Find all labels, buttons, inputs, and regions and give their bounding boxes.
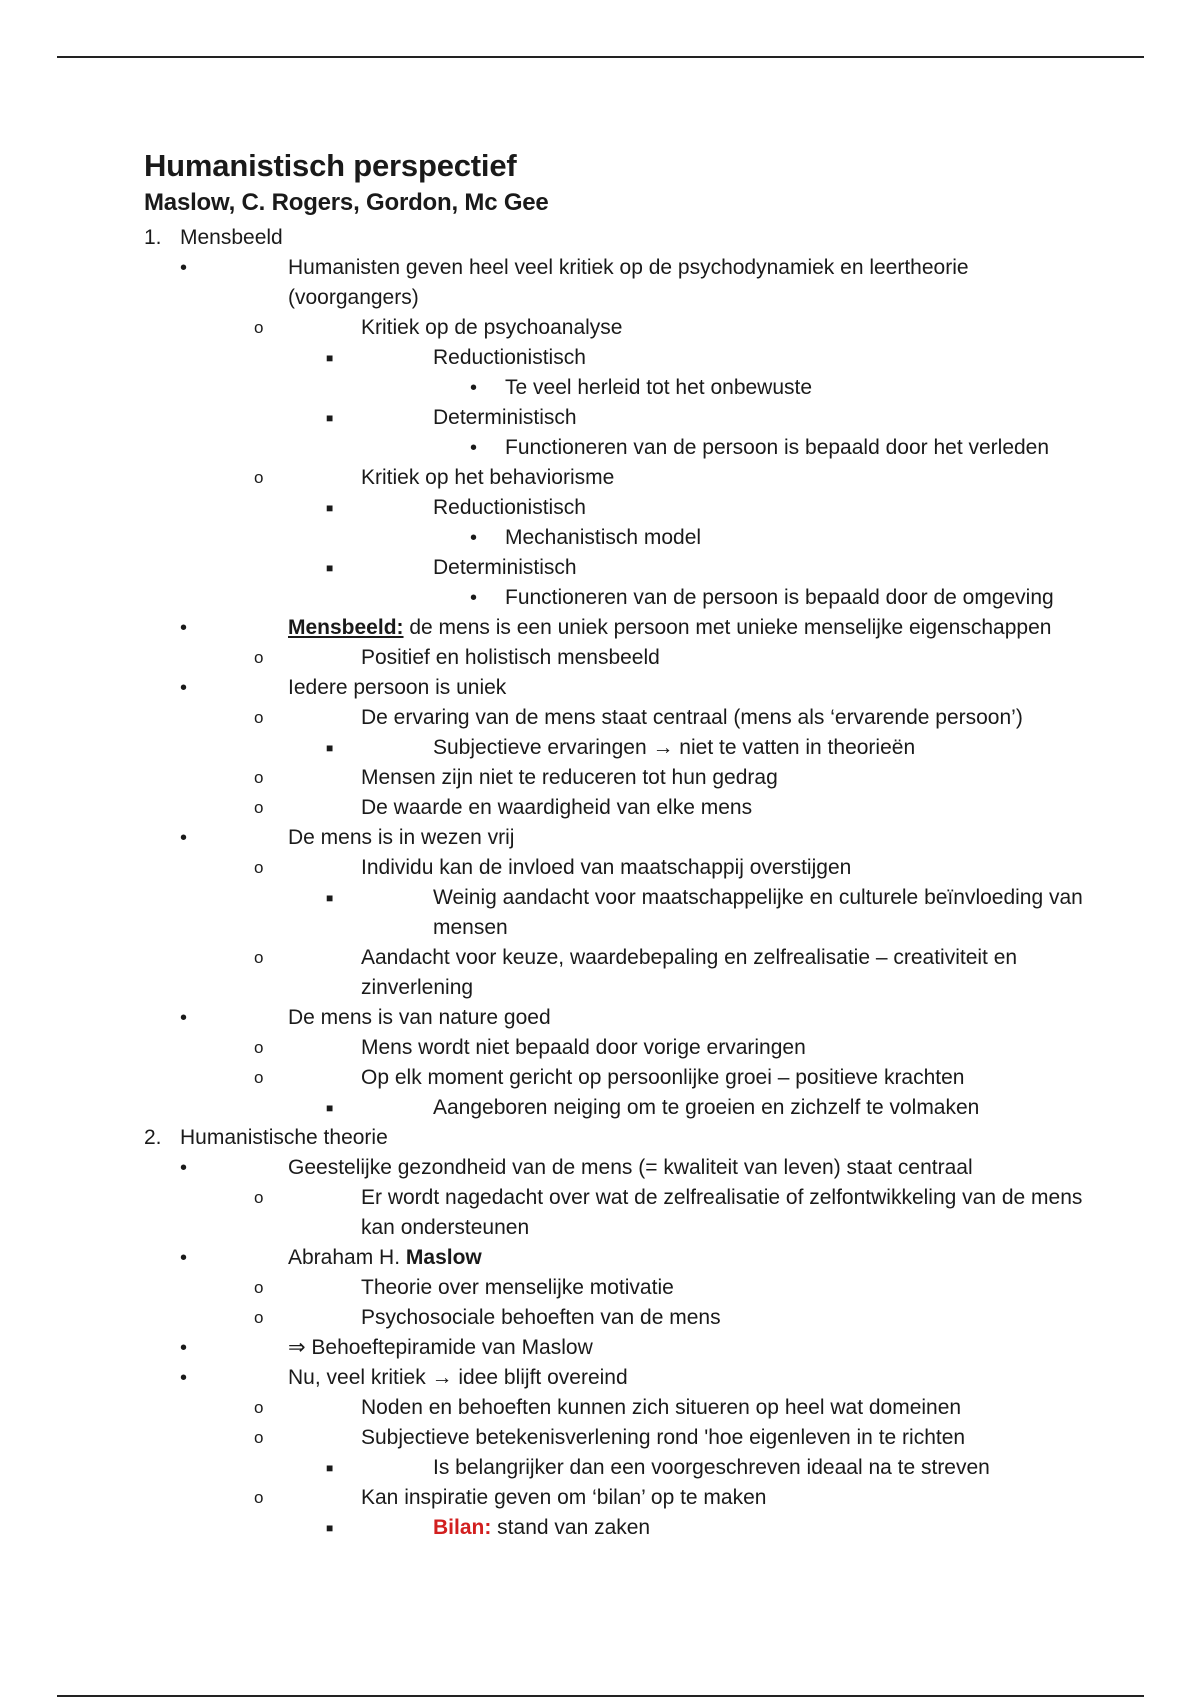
page-subtitle: Maslow, C. Rogers, Gordon, Mc Gee [144, 189, 549, 216]
document-body [144, 145, 1144, 1543]
circle-bullet-icon: o [254, 1068, 264, 1087]
list-item: o Subjectieve betekenisverlening rond 'hoe eigenleven in te richten [144, 1423, 1144, 1453]
list-item: • Abraham H. Maslow [144, 1243, 1144, 1273]
bullet-icon: • [180, 1157, 188, 1179]
section-heading: 2. Humanistische theorie [144, 1126, 388, 1149]
bullet-icon: • [180, 1007, 188, 1029]
list-item: • De mens is in wezen vrij [144, 823, 1144, 853]
circle-bullet-icon: o [254, 798, 264, 817]
list-item: ■ Deterministisch [144, 403, 1144, 433]
term-bilan: Bilan: [433, 1516, 492, 1539]
list-item: o Psychosociale behoeften van de mens [144, 1303, 1144, 1333]
circle-bullet-icon: o [254, 1428, 264, 1447]
square-bullet-icon: ■ [326, 891, 334, 905]
section-heading: 1. Mensbeeld [144, 226, 283, 249]
square-bullet-icon: ■ [326, 741, 334, 755]
list-item: o De ervaring van de mens staat centraal (mens als ‘ervarende persoon’) [144, 703, 1144, 733]
circle-bullet-icon: o [254, 1488, 264, 1507]
circle-bullet-icon: o [254, 318, 264, 337]
square-bullet-icon: ■ [326, 1521, 334, 1535]
bullet-icon: • [180, 1367, 188, 1389]
list-item: • Functioneren van de persoon is bepaald door de omgeving [144, 583, 1144, 613]
circle-bullet-icon: o [254, 1308, 264, 1327]
list-item: o Mensen zijn niet te reduceren tot hun gedrag [144, 763, 1144, 793]
list-item-continuation: (voorgangers) [288, 286, 419, 309]
square-bullet-icon: ■ [326, 411, 334, 425]
bullet-icon: • [470, 587, 478, 609]
list-item: • Nu, veel kritiek → idee blijft overeind [144, 1363, 1144, 1393]
term-mensbeeld: Mensbeeld: [288, 616, 404, 639]
list-item: o Er wordt nagedacht over wat de zelfrealisatie of zelfontwikkeling van de mens [144, 1183, 1144, 1213]
circle-bullet-icon: o [254, 948, 264, 967]
list-item-continuation: mensen [433, 916, 508, 939]
list-item: ■ Reductionistisch [144, 343, 1144, 373]
list-item-continuation: zinverlening [361, 976, 474, 999]
list-item: • Functioneren van de persoon is bepaald door het verleden [144, 433, 1144, 463]
list-item: o Individu kan de invloed van maatschappij overstijgen [144, 853, 1144, 883]
bullet-icon: • [180, 1337, 188, 1359]
square-bullet-icon: ■ [326, 351, 334, 365]
bullet-icon: • [470, 377, 478, 399]
list-item: o Kritiek op het behaviorisme [144, 463, 1144, 493]
bullet-icon: • [180, 1247, 188, 1269]
list-item: • Humanisten geven heel veel kritiek op de psychodynamiek en leertheorie [144, 253, 1144, 283]
circle-bullet-icon: o [254, 468, 264, 487]
footer-rule [57, 1695, 1144, 1697]
list-item: ■ Bilan: stand van zaken [144, 1513, 1144, 1543]
bullet-icon: • [180, 677, 188, 699]
list-item: • Mechanistisch model [144, 523, 1144, 553]
square-bullet-icon: ■ [326, 561, 334, 575]
list-item: o De waarde en waardigheid van elke mens [144, 793, 1144, 823]
circle-bullet-icon: o [254, 1038, 264, 1057]
circle-bullet-icon: o [254, 1398, 264, 1417]
page-title: Humanistisch perspectief [144, 148, 517, 183]
list-item: o Positief en holistisch mensbeeld [144, 643, 1144, 673]
circle-bullet-icon: o [254, 768, 264, 787]
circle-bullet-icon: o [254, 858, 264, 877]
list-item: • Iedere persoon is uniek [144, 673, 1144, 703]
list-item: ■ Weinig aandacht voor maatschappelijke en culturele beïnvloeding van [144, 883, 1144, 913]
list-item: • Te veel herleid tot het onbewuste [144, 373, 1144, 403]
bullet-icon: • [180, 827, 188, 849]
header-rule [57, 56, 1144, 58]
circle-bullet-icon: o [254, 1188, 264, 1207]
list-item: o Noden en behoeften kunnen zich situeren op heel wat domeinen [144, 1393, 1144, 1423]
list-item: o Kan inspiratie geven om ‘bilan’ op te maken [144, 1483, 1144, 1513]
list-item: o Mens wordt niet bepaald door vorige ervaringen [144, 1033, 1144, 1063]
list-item: • Geestelijke gezondheid van de mens (= kwaliteit van leven) staat centraal [144, 1153, 1144, 1183]
square-bullet-icon: ■ [326, 1101, 334, 1115]
list-item: • ⇒ Behoeftepiramide van Maslow [144, 1333, 1144, 1363]
list-item: o Aandacht voor keuze, waardebepaling en zelfrealisatie – creativiteit en [144, 943, 1144, 973]
list-item-continuation: kan ondersteunen [361, 1216, 530, 1239]
circle-bullet-icon: o [254, 708, 264, 727]
list-item: o Theorie over menselijke motivatie [144, 1273, 1144, 1303]
list-item: o Op elk moment gericht op persoonlijke groei – positieve krachten [144, 1063, 1144, 1093]
list-item: ■ Reductionistisch [144, 493, 1144, 523]
list-item: • Mensbeeld: de mens is een uniek persoon met unieke menselijke eigenschappen [144, 613, 1144, 643]
list-item: • De mens is van nature goed [144, 1003, 1144, 1033]
bullet-icon: • [180, 617, 188, 639]
list-item: ■ Subjectieve ervaringen → niet te vatten in theorieën [144, 733, 1144, 763]
list-item: ■ Is belangrijker dan een voorgeschreven ideaal na te streven [144, 1453, 1144, 1483]
circle-bullet-icon: o [254, 1278, 264, 1297]
list-item: ■ Deterministisch [144, 553, 1144, 583]
square-bullet-icon: ■ [326, 501, 334, 515]
list-item: o Kritiek op de psychoanalyse [144, 313, 1144, 343]
bullet-icon: • [470, 527, 478, 549]
bullet-icon: • [180, 257, 188, 279]
bullet-icon: • [470, 437, 478, 459]
list-item: ■ Aangeboren neiging om te groeien en zichzelf te volmaken [144, 1093, 1144, 1123]
square-bullet-icon: ■ [326, 1461, 334, 1475]
circle-bullet-icon: o [254, 648, 264, 667]
